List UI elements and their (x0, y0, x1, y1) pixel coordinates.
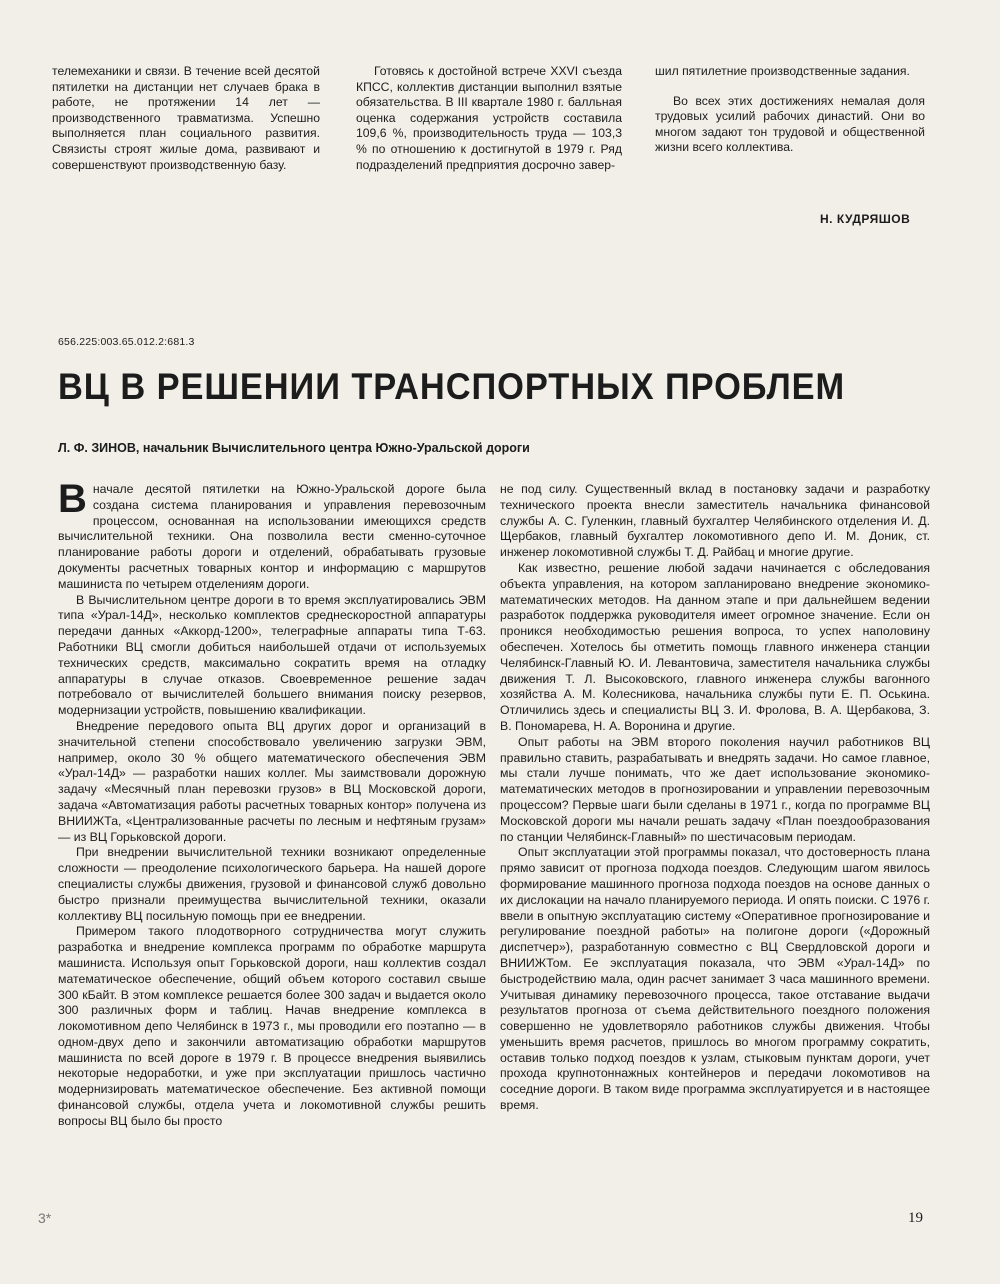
article-column-2 (500, 482, 930, 1114)
top-column-3-paragraph-2: Во всех этих достижениях немалая доля трудовых усилий рабочих династий. Они во многом задают тон трудовой и общественной жизни всего коллектива. (655, 93, 925, 155)
article-column-1 (58, 477, 486, 1130)
previous-article-author: Н. КУДРЯШОВ (820, 212, 911, 226)
article-paragraph-6: не под силу. Существенный вклад в постановку задачи и разработку технического проекта внесли заместитель начальника финансовой службы А. С. Гуленкин, главный бухгалтер Челябинского отделения И. Д. Щербаков, главный бухгалтер локомотивного депо И. М. Доник, ст. инженер локомотивной службы Т. Д. Райбац и многие другие. (500, 482, 930, 560)
article-paragraph-7: Как известно, решение любой задачи начинается с обследования объекта управления, на котором запланировано внедрение экономико-математических методов. На данном этапе и при дальнейшем ведении разработок поддержка руководителя имеет огромное значение. Если он проникся необходимостью решения вопроса, то успех наполовину обеспечен. Хотелось бы отметить помощь главного инженера станции Челябинск-Главный Ю. И. Левантовича, заместителя начальника службы движения Т. Л. Высоковского, главного инженера службы вагонного хозяйства А. М. Колесникова, начальника службы пути Е. П. Оськина. Отличились здесь и специалисты ВЦ З. И. Фролова, В. А. Щербакова, З. В. Пономарева, Н. А. Воронина и другие. (500, 560, 930, 733)
top-column-3 (655, 64, 925, 156)
article-paragraph-3: Внедрение передового опыта ВЦ других дорог и организаций в значительной степени способствовало увеличению загрузки ЭВМ, например, около 30 % общего математического обеспечения ЭВМ «Урал-14Д» — разработки наших коллег. Мы заимствовали дорожную задачу «Месячный план перевозки грузов» в ВЦ Московской дороги, задача «Автоматизация работы расчетных товарных контор» получена из ВНИИЖТа, «Централизованные расчеты по лесным и нефтяным грузам» — из ВЦ Горьковской дороги. (58, 718, 486, 844)
page-number: 19 (908, 1210, 923, 1226)
top-column-1-text: телемеханики и связи. В течение всей десятой пятилетки на дистанции нет случаев брака в работе, не протяжении 14 лет — производственного травматизма. Успешно выполняется план социального развития. Связисты строят жилые дома, развивают и совершенствуют производственную базу. (52, 64, 320, 172)
drop-cap: В (58, 477, 87, 521)
article-paragraph-5: Примером такого плодотворного сотрудничества могут служить разработка и внедрение комплекса программ по обработке маршрута машиниста. Используя опыт Горьковской дороги, наш коллектив создал математическое обеспечение, общий объем которого составил свыше 300 кБайт. В этом комплексе решается более 300 задач и выдается около 300 различных форм и таблиц. Начав внедрение комплекса в локомотивном депо Челябинск в 1973 г., мы проводили его поэтапно — в одном-двух депо и закончили автоматизацию обработки маршрутов машиниста по всей дороге в 1979 г. В процессе внедрения выявились некоторые недоработки, и уже при эксплуатации пришлось частично модернизировать математическое обеспечение. Без активной помощи финансовой службы, отдела учета и локомотивной службы решить вопросы ВЦ было бы просто (58, 924, 486, 1128)
article-byline: Л. Ф. ЗИНОВ, начальник Вычислительного центра Южно-Уральской дороги (58, 441, 530, 455)
article-paragraph-1-text: начале десятой пятилетки на Южно-Уральской дороге была создана система планирования и управления перевозочным процессом, основанная на использовании имеющихся средств вычислительной техники. Она позволила вести сменно-суточное планирование работы дороги и отделений, обрабатывать грузовые документы расчетных товарных контор и информацию с маршрутов машиниста по четырем отделениям дороги. (58, 482, 486, 591)
article-paragraph-8: Опыт работы на ЭВМ второго поколения научил работников ВЦ правильно ставить, разрабатывать и внедрять задачи. Но самое главное, мы стали лучше понимать, что же дает использование экономико-математических методов в прогнозировании и управлении перевозочным процессом? Первые шаги были сделаны в 1971 г., когда по программе ВЦ Московской дороги мы начали решать задачу «План поездообразования по станции Челябинск-Главный» по шестичасовым периодам. (500, 734, 930, 844)
signature-mark: 3* (38, 1210, 52, 1226)
article-paragraph-1 (58, 477, 486, 593)
top-column-1 (52, 64, 320, 173)
article-paragraph-4: При внедрении вычислительной техники возникают определенные сложности — преодоление психологического барьера. На нашей дороге специалисты службы движения, грузовой и финансовой служб довольно быстро признали преимущества вычислительной техники, оказали коллективу ВЦ посильную помощь при ее внедрении. (58, 845, 486, 923)
top-column-2-text: Готовясь к достойной встрече XXVI съезда КПСС, коллектив дистанции выполнил взятые обязательства. В III квартале 1980 г. балльная оценка содержания устройств составила 109,6 %, производительность труда — 103,3 % по отношению к достигнутой в 1979 г. Ряд подразделений предприятия досрочно завер- (356, 64, 622, 172)
article-headline: ВЦ В РЕШЕНИИ ТРАНСПОРТНЫХ ПРОБЛЕМ (58, 366, 846, 407)
top-column-3-paragraph-1: шил пятилетние производственные задания. (655, 64, 910, 78)
article-paragraph-2: В Вычислительном центре дороги в то время эксплуатировались ЭВМ типа «Урал-14Д», несколько комплектов среднескоростной аппаратуры передачи данных «Аккорд-1200», телеграфные аппараты типа Т-63. Работники ВЦ смогли добиться наибольшей отдачи от используемых технических средств, максимально сократить время на отладку аппаратуры в случае отказов. Своевременное решение задач потребовало от вычислителей большего внимания поиску резервов, модернизации устройств, повышению квалификации. (58, 592, 486, 718)
udc-code: 656.225:003.65.012.2:681.3 (58, 336, 195, 348)
top-column-2 (356, 64, 622, 173)
article-paragraph-9: Опыт эксплуатации этой программы показал, что достоверность плана прямо зависит от прогноза подхода поездов. Следующим шагом явилось формирование машинного прогноза подхода поездов на основе данных о их дислокации на начало планируемого периода. И опять поиски. С 1976 г. ввели в опытную эксплуатацию систему «Оперативное прогнозирование и регулирование поездной работы» на полигоне дороги («Дорожный диспетчер»), разработанную совместно с ВЦ Свердловской дороги и ВНИИЖТом. Ее эксплуатация показала, что ЭВМ «Урал-14Д» по быстродействию мала, один расчет занимает 3 часа машинного времени. Учитывая динамику перевозочного процесса, такое отставание выдачи результатов прогноза от съема действительного поездного положения совершенно не удовлетворяло работников службы движения. Чтобы уменьшить время расчетов, пришлось во многом программу сократить, оставив только подход поездов к узлам, стыковым пунктам дороги, учет прохода крупнотоннажных контейнеров и передачи локомотивов на соседние дороги. В таком виде программа эксплуатируется и в настоящее время. (500, 845, 930, 1113)
